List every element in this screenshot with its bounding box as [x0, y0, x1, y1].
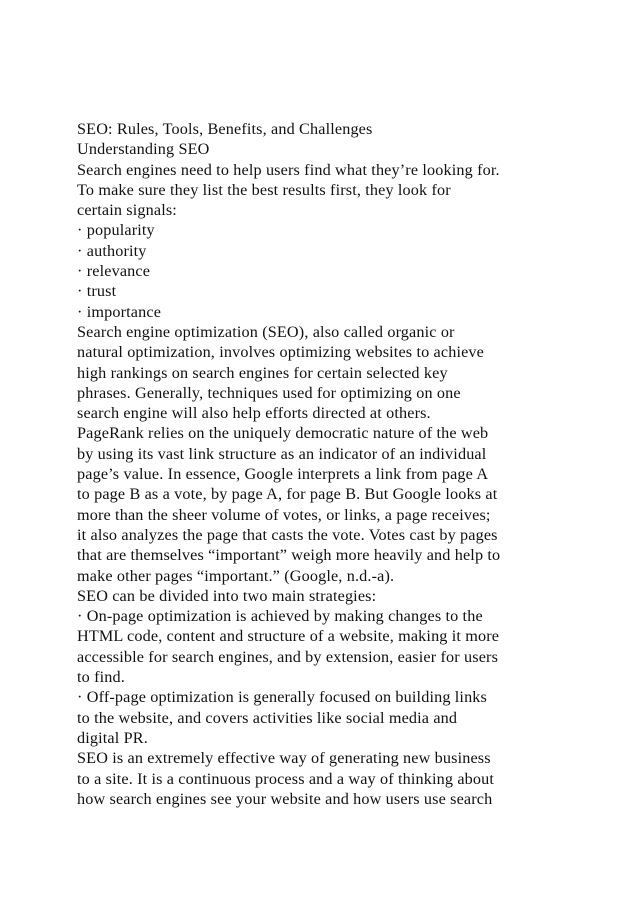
paragraph-line: PageRank relies on the uniquely democratic nature of the web: [77, 424, 489, 443]
paragraph-line: how search engines see your website and how users use search: [77, 789, 493, 808]
paragraph-line: SEO is an extremely effective way of generating new business: [77, 749, 491, 768]
paragraph-line: SEO can be divided into two main strategies:: [77, 586, 377, 605]
list-item: · authority: [77, 241, 147, 260]
paragraph-line: it also analyzes the page that casts the vote. Votes cast by pages: [77, 525, 498, 544]
paragraph-line: Search engines need to help users find what they’re looking for.: [77, 160, 500, 179]
list-item-continuation: to find.: [77, 668, 125, 687]
paragraph-line: Search engine optimization (SEO), also called organic or: [77, 322, 455, 341]
paragraph-line: to a site. It is a continuous process and a way of thinking about: [77, 769, 495, 788]
list-item: · Off-page optimization is generally focused on building links: [77, 688, 488, 707]
paragraph-line: phrases. Generally, techniques used for optimizing on one: [77, 383, 461, 402]
list-item-continuation: HTML code, content and structure of a website, making it more: [77, 627, 500, 646]
list-item: · relevance: [77, 262, 151, 281]
paragraph-line: high rankings on search engines for certain selected key: [77, 363, 448, 382]
list-item-continuation: digital PR.: [77, 728, 148, 747]
paragraph-line: search engine will also help efforts directed at others.: [77, 404, 431, 423]
paragraph-line: certain signals:: [77, 201, 177, 220]
paragraph-line: by using its vast link structure as an indicator of an individual: [77, 444, 487, 463]
list-item-continuation: to the website, and covers activities like social media and: [77, 708, 458, 727]
list-item: · importance: [77, 302, 162, 321]
paragraph-line: To make sure they list the best results first, they look for: [77, 180, 451, 199]
document-text: [77, 119, 622, 809]
paragraph-line: page’s value. In essence, Google interprets a link from page A: [77, 465, 489, 484]
section-heading: Understanding SEO: [77, 140, 210, 159]
list-item-continuation: accessible for search engines, and by extension, easier for users: [77, 647, 499, 666]
list-item: · popularity: [77, 221, 155, 240]
paragraph-line: natural optimization, involves optimizing websites to achieve: [77, 343, 485, 362]
list-item: · On-page optimization is achieved by making changes to the: [77, 607, 483, 626]
paragraph-line: more than the sheer volume of votes, or links, a page receives;: [77, 505, 491, 524]
paragraph-line: make other pages “important.” (Google, n.d.-a).: [77, 566, 395, 585]
document-title: SEO: Rules, Tools, Benefits, and Challenges: [77, 120, 373, 138]
paragraph-line: that are themselves “important” weigh more heavily and help to: [77, 546, 501, 565]
list-item: · trust: [77, 282, 117, 301]
paragraph-line: to page B as a vote, by page A, for page B. But Google looks at: [77, 485, 498, 504]
